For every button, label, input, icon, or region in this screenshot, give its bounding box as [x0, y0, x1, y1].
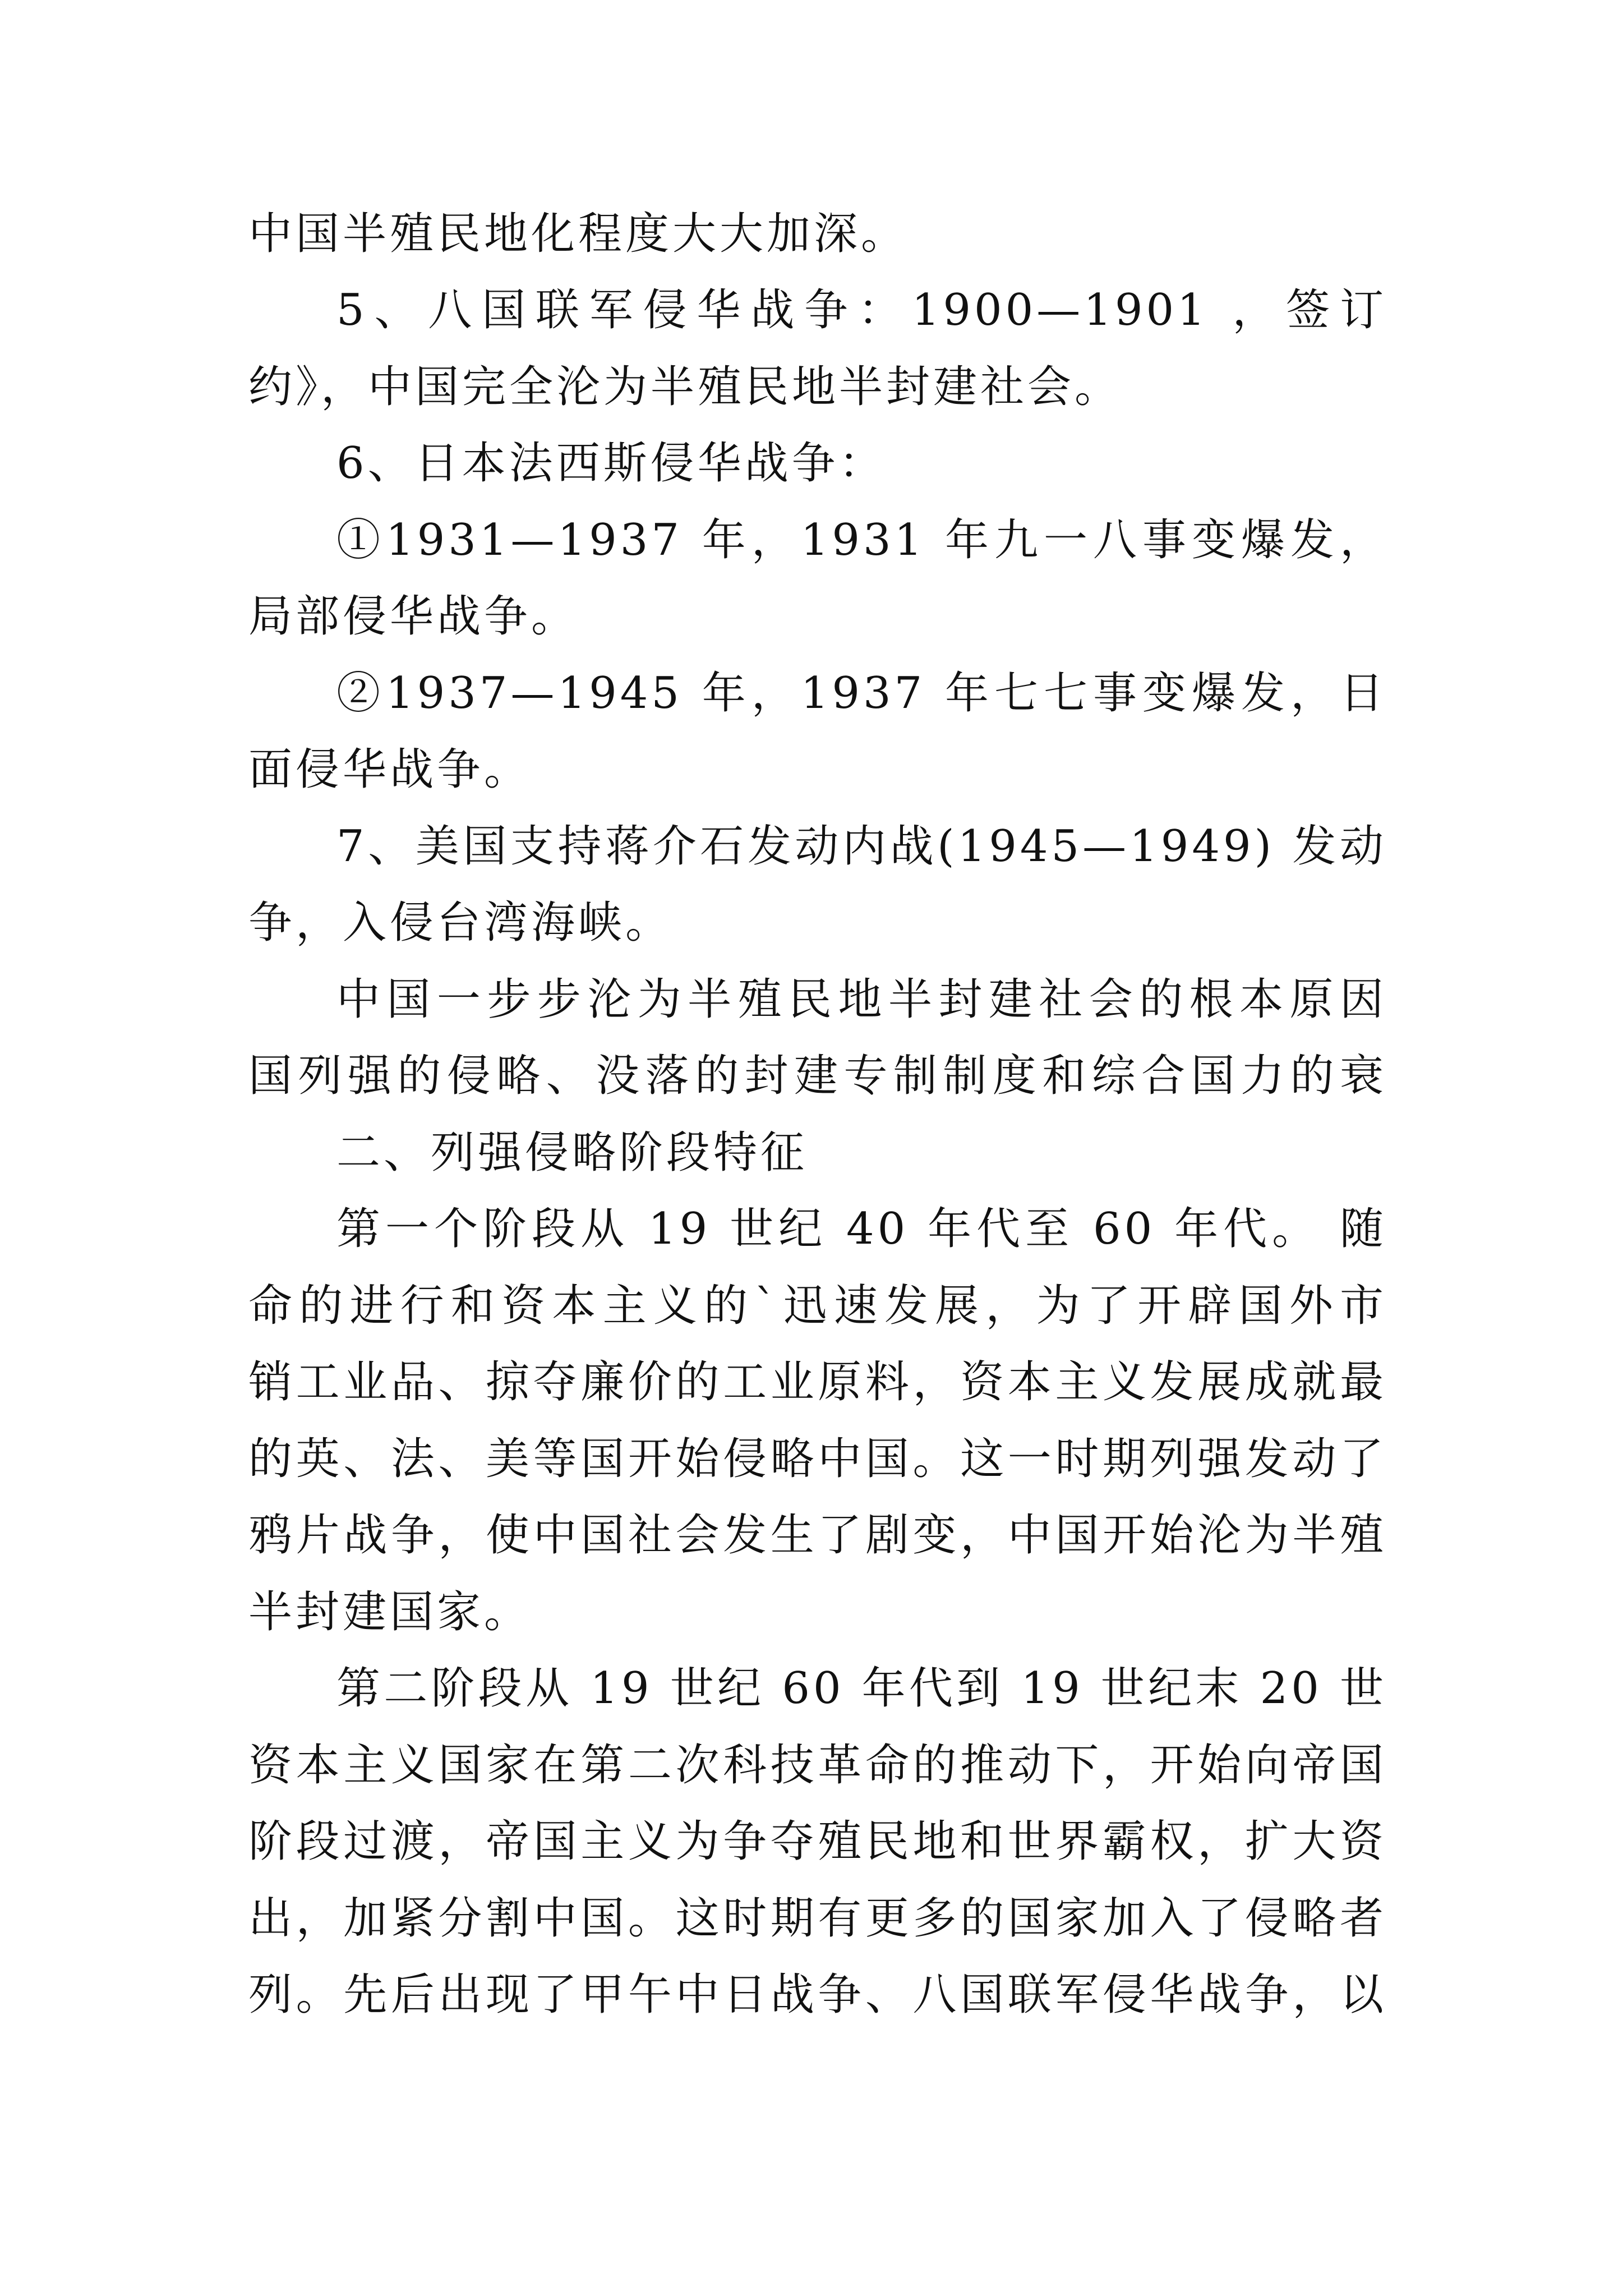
text-line: 阶段过渡，帝国主义为争夺殖民地和世界霸权，扩大资: [248, 1816, 1387, 1867]
text-line: 约》，中国完全沦为半殖民地半封建社会。: [248, 362, 1122, 412]
text-line: 5、八国联军侵华战争：1900—1901 ，签订: [336, 285, 1387, 335]
text-line: 第二阶段从 19 世纪 60 年代到 19 世纪末 20 世: [336, 1663, 1387, 1714]
text-line: 7、美国支持蒋介石发动内战(1945—1949) 发动: [336, 821, 1387, 872]
text-line: ①1931—1937 年，1931 年九一八事变爆发，: [336, 515, 1387, 565]
section-heading: 二、列强侵略阶段特征: [336, 1128, 808, 1178]
text-line: 中国一步步沦为半殖民地半封建社会的根本原因: [336, 974, 1387, 1025]
text-line: 争，入侵台湾海峡。: [248, 898, 673, 948]
text-line: 局部侵华战争。: [248, 591, 579, 642]
text-line: 列。先后出现了甲午中日战争、八国联军侵华战争，以: [248, 1970, 1387, 2020]
text-line: 的英、法、美等国开始侵略中国。这一时期列强发动了: [248, 1434, 1387, 1484]
text-line: 命的进行和资本主义的`迅速发展，为了开辟国外市: [248, 1281, 1387, 1331]
text-line: ②1937—1945 年，1937 年七七事变爆发，日: [336, 668, 1387, 719]
text-line: 6、日本法西斯侵华战争：: [336, 438, 886, 489]
text-line: 资本主义国家在第二次科技革命的推动下，开始向帝国: [248, 1740, 1387, 1791]
text-line: 半封建国家。: [248, 1587, 532, 1637]
text-line: 面侵华战争。: [248, 744, 532, 795]
text-line: 中国半殖民地化程度大大加深。: [248, 209, 909, 259]
text-line: 国列强的侵略、没落的封建专制制度和综合国力的衰: [248, 1051, 1387, 1101]
text-line: 出，加紧分割中国。这时期有更多的国家加入了侵略者: [248, 1893, 1387, 1944]
text-line: 第一个阶段从 19 世纪 40 年代至 60 年代。 随: [336, 1204, 1387, 1254]
text-line: 鸦片战争，使中国社会发生了剧变，中国开始沦为半殖: [248, 1510, 1387, 1561]
text-line: 销工业品、掠夺廉价的工业原料，资本主义发展成就最: [248, 1357, 1387, 1407]
